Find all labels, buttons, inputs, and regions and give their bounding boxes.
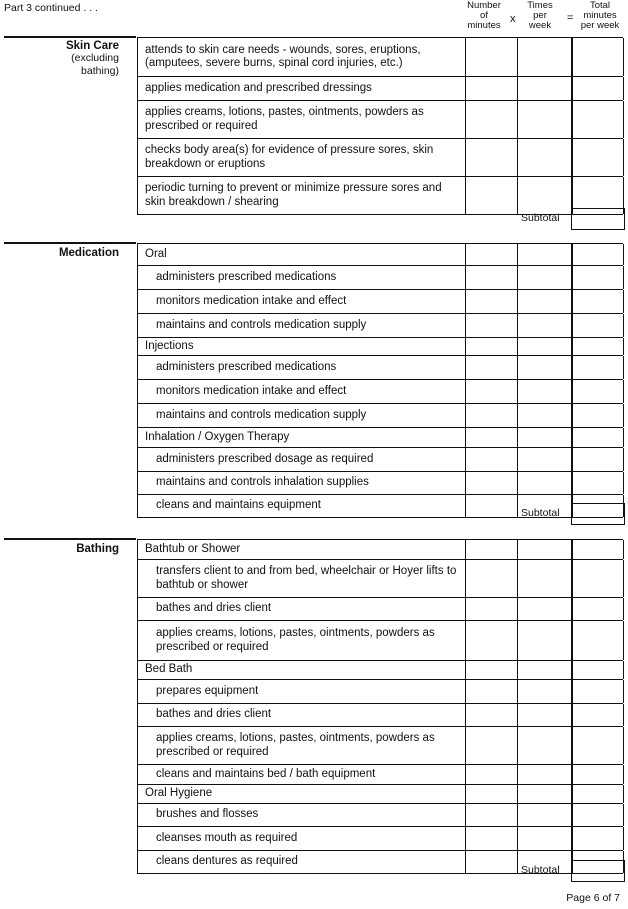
group-label: Bed Bath xyxy=(145,663,193,676)
total-minutes-input-cell[interactable] xyxy=(572,38,624,76)
minutes-input-cell[interactable] xyxy=(465,356,518,379)
col-header-total xyxy=(574,1,626,31)
task-label: cleanses mouth as required xyxy=(156,831,298,844)
times-per-week-input-cell[interactable] xyxy=(518,661,572,679)
task-row xyxy=(137,727,623,765)
times-per-week-input-cell[interactable] xyxy=(518,704,572,726)
equals-operator: = xyxy=(567,12,574,24)
minutes-input-cell[interactable] xyxy=(465,177,518,214)
task-label: maintains and controls medication supply xyxy=(156,318,367,331)
minutes-input-cell[interactable] xyxy=(465,472,518,494)
minutes-input-cell[interactable] xyxy=(465,101,518,138)
minutes-input-cell[interactable] xyxy=(465,290,518,313)
minutes-input-cell[interactable] xyxy=(465,621,518,660)
total-minutes-input-cell[interactable] xyxy=(572,266,624,289)
subtotal-input-box[interactable] xyxy=(571,503,625,525)
total-minutes-input-cell[interactable] xyxy=(572,765,624,784)
times-per-week-input-cell[interactable] xyxy=(518,38,572,76)
col-header-total-line2: minutes xyxy=(583,10,617,21)
times-per-week-input-cell[interactable] xyxy=(518,472,572,494)
col-header-times xyxy=(518,1,562,31)
task-description-cell xyxy=(137,177,466,214)
total-minutes-input-cell[interactable] xyxy=(572,448,624,471)
group-label: Injections xyxy=(145,339,194,352)
total-minutes-input-cell[interactable] xyxy=(572,785,624,803)
col-header-times-line2: per xyxy=(533,10,547,21)
times-per-week-input-cell[interactable] xyxy=(518,598,572,620)
total-minutes-input-cell[interactable] xyxy=(572,621,624,660)
minutes-input-cell[interactable] xyxy=(465,765,518,784)
task-description-cell xyxy=(137,244,466,265)
task-description-cell xyxy=(137,621,466,660)
subtotal-label: Subtotal xyxy=(521,507,560,519)
minutes-input-cell[interactable] xyxy=(465,314,518,337)
task-row xyxy=(137,356,623,380)
task-label: applies creams, lotions, pastes, ointments, powders as prescribed or required xyxy=(156,627,435,653)
times-per-week-input-cell[interactable] xyxy=(518,177,572,214)
task-description-cell xyxy=(137,38,466,76)
task-row xyxy=(137,77,623,101)
task-row xyxy=(137,621,623,661)
total-minutes-input-cell[interactable] xyxy=(572,560,624,597)
task-label: checks body area(s) for evidence of pressure sores, skin breakdown or eruptions xyxy=(145,144,434,170)
times-per-week-input-cell[interactable] xyxy=(518,448,572,471)
task-label: applies medication and prescribed dressings xyxy=(145,81,372,94)
total-minutes-input-cell[interactable] xyxy=(572,540,624,559)
task-description-cell xyxy=(137,851,466,873)
task-table xyxy=(137,243,623,518)
total-minutes-input-cell[interactable] xyxy=(572,661,624,679)
task-label: administers prescribed dosage as required xyxy=(156,452,374,465)
minutes-input-cell[interactable] xyxy=(465,495,518,517)
task-description-cell xyxy=(137,338,466,355)
total-minutes-input-cell[interactable] xyxy=(572,704,624,726)
task-row xyxy=(137,804,623,827)
section-title-text: Medication xyxy=(58,247,119,259)
section-title xyxy=(0,543,119,555)
minutes-input-cell[interactable] xyxy=(465,827,518,850)
minutes-input-cell[interactable] xyxy=(465,598,518,620)
task-label: monitors medication intake and effect xyxy=(156,384,347,397)
times-per-week-input-cell[interactable] xyxy=(518,804,572,826)
col-header-minutes-line1: Number xyxy=(467,0,501,11)
task-description-cell xyxy=(137,727,466,764)
times-per-week-input-cell[interactable] xyxy=(518,356,572,379)
task-row xyxy=(137,704,623,727)
task-label: bathes and dries client xyxy=(156,708,272,721)
times-per-week-input-cell[interactable] xyxy=(518,428,572,447)
col-header-minutes-line3: minutes xyxy=(467,20,501,31)
group-heading-row xyxy=(137,661,623,680)
section-rule xyxy=(4,36,136,38)
group-label: Oral Hygiene xyxy=(145,787,213,800)
page-number: Page 6 of 7 xyxy=(566,892,620,904)
times-per-week-input-cell[interactable] xyxy=(518,139,572,176)
total-minutes-input-cell[interactable] xyxy=(572,727,624,764)
col-header-total-line1: Total xyxy=(589,0,611,11)
task-label: cleans and maintains equipment xyxy=(156,499,321,512)
col-header-times-line1: Times xyxy=(527,0,553,11)
total-minutes-input-cell[interactable] xyxy=(572,356,624,379)
section-title-text: Skin Care xyxy=(65,40,119,52)
total-minutes-input-cell[interactable] xyxy=(572,139,624,176)
total-minutes-input-cell[interactable] xyxy=(572,428,624,447)
section-rule xyxy=(4,538,136,540)
times-per-week-input-cell[interactable] xyxy=(518,621,572,660)
times-per-week-input-cell[interactable] xyxy=(518,540,572,559)
task-row xyxy=(137,598,623,621)
section-subtitle-line: (excluding xyxy=(71,52,119,64)
total-minutes-input-cell[interactable] xyxy=(572,404,624,427)
task-description-cell xyxy=(137,448,466,471)
minutes-input-cell[interactable] xyxy=(465,680,518,703)
times-per-week-input-cell[interactable] xyxy=(518,380,572,403)
minutes-input-cell[interactable] xyxy=(465,661,518,679)
total-minutes-input-cell[interactable] xyxy=(572,827,624,850)
task-label: maintains and controls medication supply xyxy=(156,408,367,421)
task-row xyxy=(137,266,623,290)
times-per-week-input-cell[interactable] xyxy=(518,290,572,313)
task-row xyxy=(137,139,623,177)
total-minutes-input-cell[interactable] xyxy=(572,244,624,265)
group-label: Inhalation / Oxygen Therapy xyxy=(145,430,290,443)
task-description-cell xyxy=(137,356,466,379)
minutes-input-cell[interactable] xyxy=(465,851,518,873)
task-label: attends to skin care needs - wounds, sores, eruptions, (amputees, severe burns, spinal cord injuries, etc.) xyxy=(145,43,421,69)
total-minutes-input-cell[interactable] xyxy=(572,380,624,403)
task-label: monitors medication intake and effect xyxy=(156,294,347,307)
task-row xyxy=(137,290,623,314)
part-label: Part 3 continued . . . xyxy=(4,2,98,14)
task-row xyxy=(137,314,623,338)
total-minutes-input-cell[interactable] xyxy=(572,472,624,494)
task-description-cell xyxy=(137,472,466,494)
group-label: Oral xyxy=(145,247,167,260)
task-label: cleans dentures as required xyxy=(156,855,298,868)
minutes-input-cell[interactable] xyxy=(465,244,518,265)
task-label: cleans and maintains bed / bath equipment xyxy=(156,767,376,780)
task-row xyxy=(137,560,623,598)
task-description-cell xyxy=(137,540,466,559)
section-title xyxy=(0,40,119,78)
col-header-times-line3: week xyxy=(528,20,552,31)
task-description-cell xyxy=(137,680,466,703)
times-per-week-input-cell[interactable] xyxy=(518,77,572,100)
times-per-week-input-cell[interactable] xyxy=(518,727,572,764)
subtotal-input-box[interactable] xyxy=(571,208,625,230)
task-table xyxy=(137,37,623,215)
task-table xyxy=(137,539,623,874)
total-minutes-input-cell[interactable] xyxy=(572,290,624,313)
section-subtitle-line: bathing) xyxy=(81,65,119,77)
col-header-minutes xyxy=(462,1,506,31)
section-title-text: Bathing xyxy=(76,543,119,555)
task-label: transfers client to and from bed, wheelchair or Hoyer lifts to bathtub or shower xyxy=(156,565,457,591)
minutes-input-cell[interactable] xyxy=(465,139,518,176)
minutes-input-cell[interactable] xyxy=(465,77,518,100)
times-per-week-input-cell[interactable] xyxy=(518,680,572,703)
task-description-cell xyxy=(137,661,466,679)
times-per-week-input-cell[interactable] xyxy=(518,244,572,265)
task-label: bathes and dries client xyxy=(156,602,272,615)
total-minutes-input-cell[interactable] xyxy=(572,680,624,703)
task-label: periodic turning to prevent or minimize pressure sores and skin breakdown / shearing xyxy=(145,182,442,208)
times-operator: x xyxy=(510,13,516,25)
times-per-week-input-cell[interactable] xyxy=(518,266,572,289)
task-description-cell xyxy=(137,266,466,289)
task-label: applies creams, lotions, pastes, ointments, powders as prescribed or required xyxy=(145,106,424,132)
task-description-cell xyxy=(137,704,466,726)
total-minutes-input-cell[interactable] xyxy=(572,101,624,138)
task-description-cell xyxy=(137,560,466,597)
total-minutes-input-cell[interactable] xyxy=(572,77,624,100)
task-row xyxy=(137,827,623,851)
task-description-cell xyxy=(137,495,466,517)
section-title xyxy=(0,247,119,259)
task-description-cell xyxy=(137,77,466,100)
task-row xyxy=(137,404,623,428)
total-minutes-input-cell[interactable] xyxy=(572,804,624,826)
task-row xyxy=(137,448,623,472)
task-description-cell xyxy=(137,785,466,803)
task-label: brushes and flosses xyxy=(156,808,259,821)
task-label: prepares equipment xyxy=(156,684,259,697)
subtotal-label: Subtotal xyxy=(521,864,560,876)
times-per-week-input-cell[interactable] xyxy=(518,765,572,784)
task-description-cell xyxy=(137,804,466,826)
task-row xyxy=(137,101,623,139)
task-description-cell xyxy=(137,290,466,313)
task-description-cell xyxy=(137,428,466,447)
task-description-cell xyxy=(137,827,466,850)
minutes-input-cell[interactable] xyxy=(465,380,518,403)
task-description-cell xyxy=(137,404,466,427)
times-per-week-input-cell[interactable] xyxy=(518,101,572,138)
minutes-input-cell[interactable] xyxy=(465,704,518,726)
total-minutes-input-cell[interactable] xyxy=(572,314,624,337)
minutes-input-cell[interactable] xyxy=(465,266,518,289)
minutes-input-cell[interactable] xyxy=(465,38,518,76)
task-label: maintains and controls inhalation supplies xyxy=(156,476,369,489)
task-label: administers prescribed medications xyxy=(156,360,337,373)
group-label: Bathtub or Shower xyxy=(145,542,241,555)
group-heading-row xyxy=(137,338,623,356)
minutes-input-cell[interactable] xyxy=(465,804,518,826)
task-row xyxy=(137,380,623,404)
task-row xyxy=(137,765,623,785)
group-heading-row xyxy=(137,244,623,266)
task-row xyxy=(137,472,623,495)
times-per-week-input-cell[interactable] xyxy=(518,314,572,337)
task-description-cell xyxy=(137,139,466,176)
times-per-week-input-cell[interactable] xyxy=(518,827,572,850)
times-per-week-input-cell[interactable] xyxy=(518,338,572,355)
minutes-input-cell[interactable] xyxy=(465,428,518,447)
minutes-input-cell[interactable] xyxy=(465,727,518,764)
subtotal-input-box[interactable] xyxy=(571,860,625,882)
task-description-cell xyxy=(137,598,466,620)
minutes-input-cell[interactable] xyxy=(465,448,518,471)
minutes-input-cell[interactable] xyxy=(465,785,518,803)
task-description-cell xyxy=(137,101,466,138)
total-minutes-input-cell[interactable] xyxy=(572,338,624,355)
group-heading-row xyxy=(137,785,623,804)
group-heading-row xyxy=(137,540,623,560)
task-row xyxy=(137,38,623,77)
times-per-week-input-cell[interactable] xyxy=(518,785,572,803)
task-label: administers prescribed medications xyxy=(156,270,337,283)
minutes-input-cell[interactable] xyxy=(465,540,518,559)
task-label: applies creams, lotions, pastes, ointments, powders as prescribed or required xyxy=(156,732,435,758)
section-rule xyxy=(4,242,136,244)
minutes-input-cell[interactable] xyxy=(465,560,518,597)
task-row xyxy=(137,680,623,704)
minutes-input-cell[interactable] xyxy=(465,404,518,427)
col-header-minutes-line2: of xyxy=(480,10,488,21)
times-per-week-input-cell[interactable] xyxy=(518,404,572,427)
task-description-cell xyxy=(137,314,466,337)
task-description-cell xyxy=(137,765,466,784)
times-per-week-input-cell[interactable] xyxy=(518,560,572,597)
minutes-input-cell[interactable] xyxy=(465,338,518,355)
total-minutes-input-cell[interactable] xyxy=(572,598,624,620)
subtotal-label: Subtotal xyxy=(521,212,560,224)
task-row xyxy=(137,177,623,215)
group-heading-row xyxy=(137,428,623,448)
col-header-total-line3: per week xyxy=(580,20,620,31)
task-description-cell xyxy=(137,380,466,403)
